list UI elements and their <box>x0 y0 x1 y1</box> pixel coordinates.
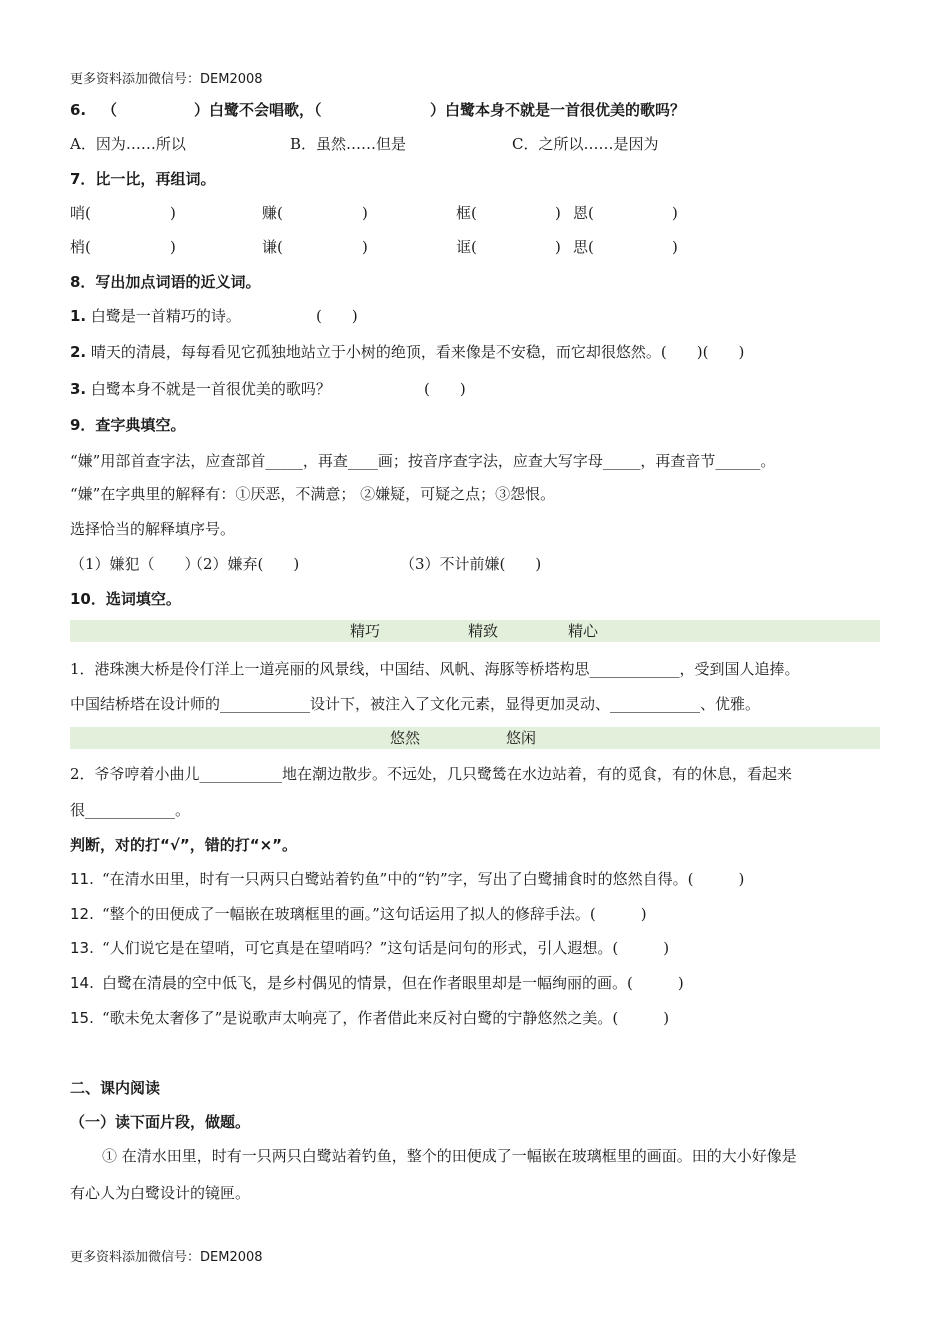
judge-item-15 <box>70 1008 670 1028</box>
q8-item-1 <box>70 306 358 326</box>
q8-item-3-number: 3. <box>70 380 87 398</box>
judge-item-13-text: “人们说它是在望哨，可它真是在望哨吗？”这句话是问句的形式，引人遐想。( ) <box>102 939 670 957</box>
q7-r1-c3-close: ) <box>555 204 561 222</box>
q7-r1-c3-open: 框( <box>456 204 477 222</box>
q8-item-1-text: 白鹭是一首精巧的诗。 <box>90 307 241 325</box>
word-bank-1-word-1: 精巧 <box>350 622 381 640</box>
word-bank-2-word-1: 悠然 <box>390 729 421 747</box>
question-6-number: 6. <box>70 101 87 119</box>
judge-item-15-text: “歌未免太奢侈了”是说歌声太响亮了，作者借此来反衬白鹭的宁静悠然之美。( ) <box>102 1009 670 1027</box>
question-6-part1: （ <box>102 101 118 119</box>
question-10-title: 10．选词填空。 <box>70 590 181 608</box>
q7-r1-c1-close: ) <box>170 204 176 222</box>
question-6-option-a: A．因为……所以 <box>70 135 186 153</box>
q8-item-3-blank: ( ) <box>424 380 466 398</box>
passage-line-1: ① 在清水田里，时有一只两只白鹭站着钓鱼，整个的田便成了一幅嵌在玻璃框里的画面。田的大小好像是 <box>102 1147 797 1165</box>
q10-sentence-2-line-1: 2．爷爷哼着小曲儿___________地在潮边散步。不远处，几只鹭鸶在水边站着，有的觅食，有的休息，看起来 <box>70 765 793 783</box>
q10-sentence-1-line-2: 中国结桥塔在设计师的____________设计下，被注入了文化元素，显得更加灵动、____________、优雅。 <box>70 695 761 713</box>
passage-line-2: 有心人为白鹭设计的镜匣。 <box>70 1184 251 1202</box>
q8-item-2 <box>70 342 744 362</box>
q7-r1-c1-open: 哨( <box>70 204 91 222</box>
q9-line-3: 选择恰当的解释填序号。 <box>70 520 236 538</box>
q8-item-2-text: 晴天的清晨，每每看见它孤独地站立于小树的绝顶，看来像是不安稳，而它却很悠然。( )( ) <box>90 343 745 361</box>
q7-r2-c3-close: ) <box>555 238 561 256</box>
judge-item-11-text: “在清水田里，时有一只两只白鹭站着钓鱼”中的“钓”字，写出了白鹭捕食时的悠然自得。( ) <box>102 870 745 888</box>
question-6-stem <box>70 100 686 120</box>
q7-r1-c4-open: 恩( <box>573 204 594 222</box>
question-7-title: 7．比一比，再组词。 <box>70 170 216 188</box>
q7-r2-c4-close: ) <box>672 238 678 256</box>
word-bank-1-word-3: 精心 <box>568 622 599 640</box>
q8-item-3 <box>70 379 466 399</box>
question-6-part2: ）白鹭不会唱歌，（ <box>194 101 322 119</box>
judge-item-14-number: 14. <box>70 974 94 992</box>
judge-item-14-text: 白鹭在清晨的空中低飞，是乡村偶见的情景，但在作者眼里却是一幅绚丽的画。( ) <box>102 974 684 992</box>
q7-r2-c4-open: 思( <box>573 238 594 256</box>
word-bank-2-word-2: 悠闲 <box>506 729 537 747</box>
q9-line-2: “嫌”在字典里的解释有：①厌恶，不满意； ②嫌疑，可疑之点；③怨恨。 <box>70 485 556 503</box>
question-9-title: 9．查字典填空。 <box>70 416 186 434</box>
q7-r2-c2-open: 谦( <box>262 238 283 256</box>
word-bank-2 <box>70 727 880 749</box>
judge-item-12-text: “整个的田便成了一幅嵌在玻璃框里的画。”这句话运用了拟人的修辞手法。( ) <box>102 905 647 923</box>
q8-item-3-text: 白鹭本身不就是一首很优美的歌吗？ <box>90 380 331 398</box>
q8-item-1-number: 1. <box>70 307 87 325</box>
judge-item-14 <box>70 973 684 993</box>
q7-r2-c1-close: ) <box>170 238 176 256</box>
q9-item-2: （2）嫌弃( ) <box>188 555 300 573</box>
word-bank-1-word-2: 精致 <box>468 622 499 640</box>
q7-r2-c1-open: 梢( <box>70 238 91 256</box>
judge-item-11-number: 11. <box>70 870 94 888</box>
judge-item-12 <box>70 904 647 924</box>
judge-item-12-number: 12. <box>70 905 94 923</box>
q10-sentence-1-line-1: 1．港珠澳大桥是伶仃洋上一道亮丽的风景线，中国结、风帆、海豚等桥塔构思____________，受到国人追捧。 <box>70 660 800 678</box>
q7-r1-c2-close: ) <box>362 204 368 222</box>
q8-item-2-number: 2. <box>70 343 87 361</box>
section-2-title: 二、课内阅读 <box>70 1079 161 1097</box>
judge-item-11 <box>70 869 745 889</box>
q8-item-1-blank: ( ) <box>316 307 358 325</box>
q7-r2-c2-close: ) <box>362 238 368 256</box>
q10-sentence-2-line-2: 很____________。 <box>70 801 191 819</box>
word-bank-1 <box>70 620 880 642</box>
judge-item-13 <box>70 938 670 958</box>
judge-title: 判断，对的打“√”，错的打“×”。 <box>70 836 298 854</box>
question-6-part3: ）白鹭本身不就是一首很优美的歌吗？ <box>430 101 686 119</box>
question-6-option-c: C．之所以……是因为 <box>512 135 659 153</box>
question-8-title: 8．写出加点词语的近义词。 <box>70 273 261 291</box>
q9-item-1: （1）嫌犯（ ） <box>70 555 200 573</box>
q7-r2-c3-open: 诓( <box>456 238 477 256</box>
q7-r1-c2-open: 赚( <box>262 204 283 222</box>
judge-item-15-number: 15. <box>70 1009 94 1027</box>
header-note: 更多资料添加微信号：DEM2008 <box>70 72 263 87</box>
q9-item-3: （3）不计前嫌( ) <box>400 555 542 573</box>
q9-line-1: “嫌”用部首查字法，应查部首_____，再查____画；按音序查字法，应查大写字母_____，再查音节______。 <box>70 452 776 470</box>
section-2-subtitle: （一）读下面片段，做题。 <box>70 1113 251 1131</box>
q7-r1-c4-close: ) <box>672 204 678 222</box>
question-6-option-b: B．虽然……但是 <box>290 135 407 153</box>
judge-item-13-number: 13. <box>70 939 94 957</box>
footer-note: 更多资料添加微信号：DEM2008 <box>70 1250 263 1265</box>
